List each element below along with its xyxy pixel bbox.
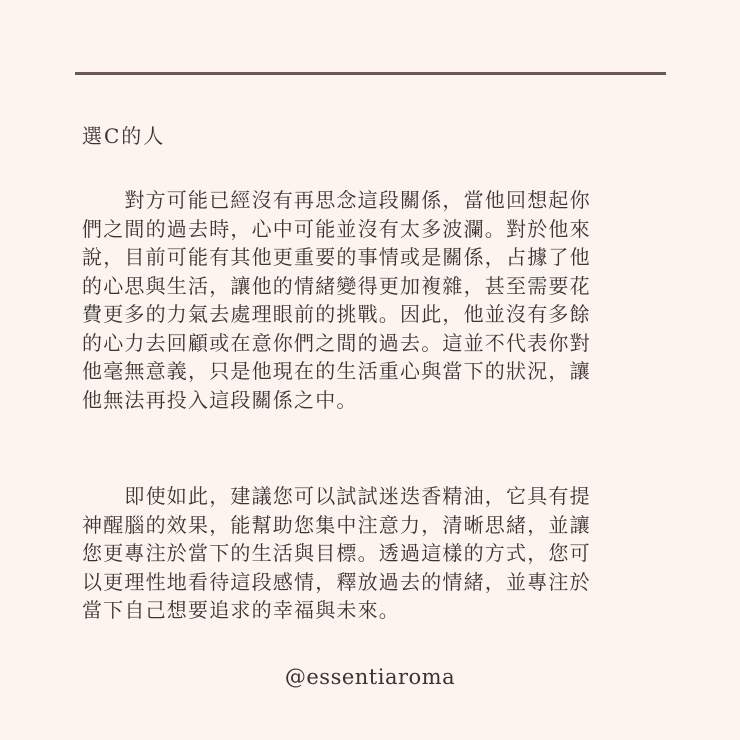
top-divider xyxy=(75,72,666,75)
paragraph-recommendation: 即使如此，建議您可以試試迷迭香精油，它具有提 神醒腦的效果，能幫助您集中注意力，清晰思緒，並讓 您更專注於當下的生活與目標。透過這樣的方式，您可 以更理性地看待這段感情，釋放過去的情緒，並專注於 當下自己想要追求的幸福與未來。 xyxy=(82,484,591,622)
section-heading: 選C的人 xyxy=(82,124,166,148)
account-handle: @essentiaroma xyxy=(284,665,456,689)
paragraph-interpretation: 對方可能已經沒有再思念這段關係，當他回想起你 們之間的過去時，心中可能並沒有太多波瀾。對於他來 說，目前可能有其他更重要的事情或是關係，占據了他 的心思與生活，讓他的情緒變得更加複雜，甚至需要花 費更多的力氣去處理眼前的挑戰。因此，他並沒有多餘 的心力去回顧或在意你們之間的過去。這並不代表你對 他毫無意義，只是他現在的生活重心與當下的狀況，讓 他無法再投入這段關係之中。 xyxy=(82,188,591,412)
